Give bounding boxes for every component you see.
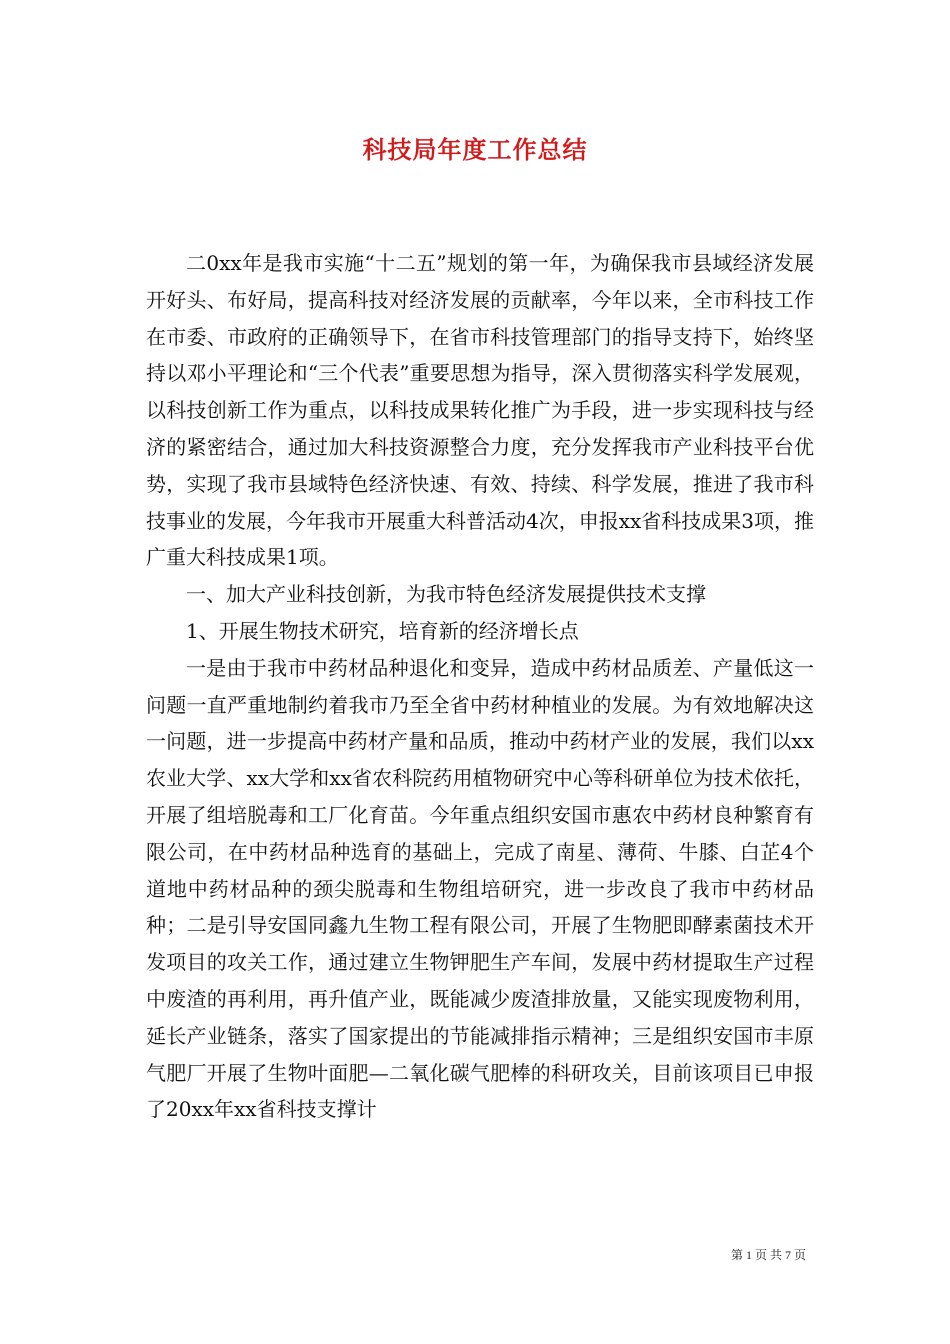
paragraph-biotech: 一是由于我市中药材品种退化和变异，造成中药材品质差、产量低这一问题一直严重地制约着我市乃至全省中药材种植业的发展。为有效地解决这一问题，进一步提高中药材产量和品质，推动中药材产业的发展，我们以xx农业大学、xx大学和xx省农科院药用植物研究中心等科研单位为技术依托，开展了组培脱毒和工厂化育苗。今年重点组织安国市惠农中药材良种繁育有限公司，在中药材品种选育的基础上，完成了南星、薄荷、牛膝、白芷4个道地中药材品种的颈尖脱毒和生物组培研究，进一步改良了我市中药材品种；二是引导安国同鑫九生物工程有限公司，开展了生物肥即酵素菌技术开发项目的攻关工作，通过建立生物钾肥生产车间，发展中药材提取生产过程中废渣的再利用，再升值产业，既能减少废渣排放量，又能实现废物利用，延长产业链条，落实了国家提出的节能减排指示精神；三是组织安国市丰原气肥厂开展了生物叶面肥—二氧化碳气肥棒的科研攻关，目前该项目已申报了20xx年xx省科技支撑计 [146,655,814,1122]
document-title: 科技局年度工作总结 [362,135,588,164]
paragraph-intro: 二0xx年是我市实施“十二五”规划的第一年，为确保我市县域经济发展开好头、布好局，提高科技对经济发展的贡献率，今年以来，全市科技工作在市委、市政府的正确领导下，在省市科技管理部门的指导支持下，始终坚持以邓小平理论和“三个代表”重要思想为指导，深入贯彻落实科学发展观，以科技创新工作为重点，以科技成果转化推广为手段，进一步实现科技与经济的紧密结合，通过加大科技资源整合力度，充分发挥我市产业科技平台优势，实现了我市县域特色经济快速、有效、持续、科学发展，推进了我市科技事业的发展，今年我市开展重大科普活动4次，申报xx省科技成果3项，推广重大科技成果1项。 [146,251,815,570]
subsection-heading-1: 1、开展生物技术研究，培育新的经济增长点 [186,618,579,643]
document-body [146,245,814,1128]
section-heading-1: 一、加大产业科技创新，为我市特色经济发展提供技术支撑 [186,582,706,607]
page-number: 第 1 页 共 7 页 [730,1248,806,1262]
